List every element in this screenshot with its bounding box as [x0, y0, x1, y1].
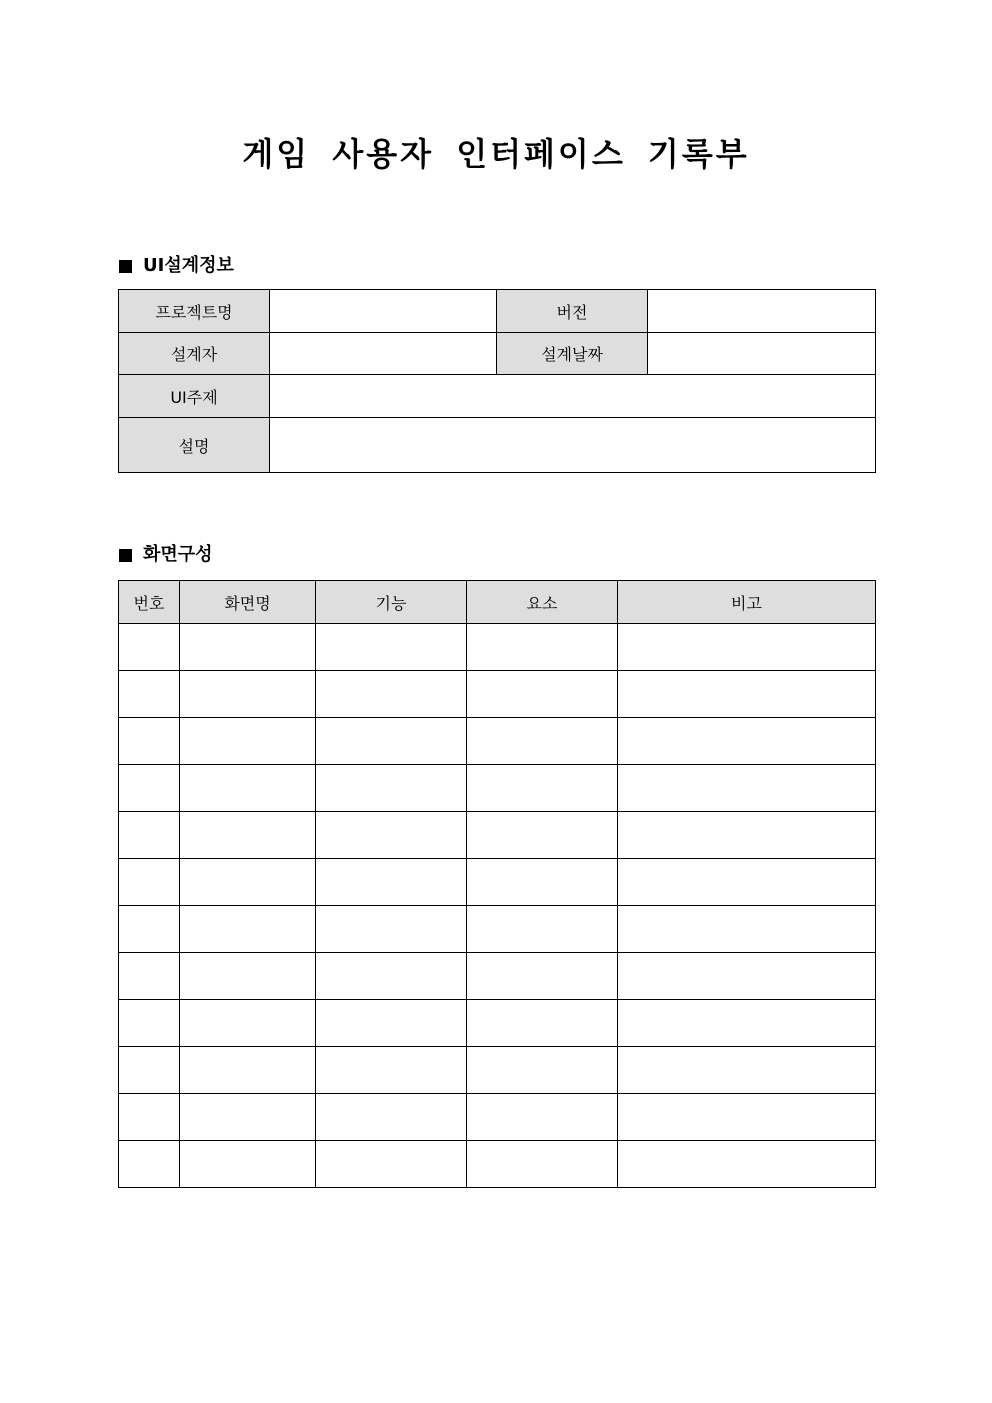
ui-subject-field[interactable]	[270, 375, 876, 418]
element-cell[interactable]	[467, 765, 618, 812]
element-cell[interactable]	[467, 812, 618, 859]
number-cell[interactable]	[119, 1094, 180, 1141]
number-cell[interactable]	[119, 859, 180, 906]
ui-subject-label: UI주제	[119, 375, 270, 418]
screen-name-cell[interactable]	[180, 906, 316, 953]
remarks-cell[interactable]	[618, 812, 876, 859]
screen-name-cell[interactable]	[180, 953, 316, 1000]
screen-heading-text: 화면구성	[143, 544, 213, 565]
design-date-label: 설계날짜	[497, 333, 648, 375]
square-bullet-icon	[119, 260, 132, 273]
function-cell[interactable]	[316, 624, 467, 671]
column-header-remarks: 비고	[618, 581, 876, 624]
element-cell[interactable]	[467, 859, 618, 906]
remarks-cell[interactable]	[618, 765, 876, 812]
remarks-cell[interactable]	[618, 953, 876, 1000]
remarks-cell[interactable]	[618, 671, 876, 718]
function-cell[interactable]	[316, 718, 467, 765]
table-row	[119, 624, 876, 671]
number-cell[interactable]	[119, 812, 180, 859]
function-cell[interactable]	[316, 859, 467, 906]
remarks-cell[interactable]	[618, 906, 876, 953]
screen-name-cell[interactable]	[180, 1141, 316, 1188]
column-header-function: 기능	[316, 581, 467, 624]
column-header-screen-name: 화면명	[180, 581, 316, 624]
screen-composition-table	[118, 580, 876, 1188]
number-cell[interactable]	[119, 1141, 180, 1188]
designer-field[interactable]	[270, 333, 497, 375]
ui-info-table	[118, 289, 876, 473]
table-row	[119, 718, 876, 765]
design-date-field[interactable]	[648, 333, 876, 375]
document-title: 게임 사용자 인터페이스 기록부	[242, 135, 750, 173]
screen-name-cell[interactable]	[180, 718, 316, 765]
screen-name-cell[interactable]	[180, 859, 316, 906]
screen-name-cell[interactable]	[180, 1094, 316, 1141]
table-row	[119, 1000, 876, 1047]
element-cell[interactable]	[467, 1047, 618, 1094]
remarks-cell[interactable]	[618, 859, 876, 906]
table-row	[119, 906, 876, 953]
screen-heading	[119, 543, 213, 567]
function-cell[interactable]	[316, 812, 467, 859]
table-row	[119, 765, 876, 812]
table-row	[119, 859, 876, 906]
column-header-number: 번호	[119, 581, 180, 624]
description-field[interactable]	[270, 418, 876, 473]
remarks-cell[interactable]	[618, 1000, 876, 1047]
remarks-cell[interactable]	[618, 718, 876, 765]
function-cell[interactable]	[316, 1047, 467, 1094]
table-row	[119, 1094, 876, 1141]
number-cell[interactable]	[119, 906, 180, 953]
screen-name-cell[interactable]	[180, 812, 316, 859]
screen-name-cell[interactable]	[180, 671, 316, 718]
function-cell[interactable]	[316, 765, 467, 812]
remarks-cell[interactable]	[618, 1094, 876, 1141]
element-cell[interactable]	[467, 671, 618, 718]
element-cell[interactable]	[467, 718, 618, 765]
screen-name-cell[interactable]	[180, 1000, 316, 1047]
project-name-field[interactable]	[270, 290, 497, 333]
screen-name-cell[interactable]	[180, 1047, 316, 1094]
number-cell[interactable]	[119, 1047, 180, 1094]
element-cell[interactable]	[467, 1094, 618, 1141]
column-header-element: 요소	[467, 581, 618, 624]
table-row	[119, 671, 876, 718]
table-row	[119, 1141, 876, 1188]
function-cell[interactable]	[316, 1094, 467, 1141]
number-cell[interactable]	[119, 1000, 180, 1047]
number-cell[interactable]	[119, 765, 180, 812]
project-name-label: 프로젝트명	[119, 290, 270, 333]
function-cell[interactable]	[316, 1000, 467, 1047]
remarks-cell[interactable]	[618, 624, 876, 671]
function-cell[interactable]	[316, 953, 467, 1000]
screen-name-cell[interactable]	[180, 624, 316, 671]
function-cell[interactable]	[316, 1141, 467, 1188]
designer-label: 설계자	[119, 333, 270, 375]
description-label: 설명	[119, 418, 270, 473]
ui-info-heading	[119, 254, 234, 278]
element-cell[interactable]	[467, 1141, 618, 1188]
function-cell[interactable]	[316, 671, 467, 718]
version-field[interactable]	[648, 290, 876, 333]
square-bullet-icon	[119, 549, 132, 562]
function-cell[interactable]	[316, 906, 467, 953]
number-cell[interactable]	[119, 953, 180, 1000]
version-label: 버전	[497, 290, 648, 333]
remarks-cell[interactable]	[618, 1141, 876, 1188]
table-row	[119, 953, 876, 1000]
number-cell[interactable]	[119, 671, 180, 718]
ui-info-heading-text: UI설계정보	[143, 255, 234, 276]
element-cell[interactable]	[467, 624, 618, 671]
number-cell[interactable]	[119, 624, 180, 671]
element-cell[interactable]	[467, 953, 618, 1000]
element-cell[interactable]	[467, 906, 618, 953]
element-cell[interactable]	[467, 1000, 618, 1047]
table-row	[119, 812, 876, 859]
screen-name-cell[interactable]	[180, 765, 316, 812]
number-cell[interactable]	[119, 718, 180, 765]
remarks-cell[interactable]	[618, 1047, 876, 1094]
table-row	[119, 1047, 876, 1094]
